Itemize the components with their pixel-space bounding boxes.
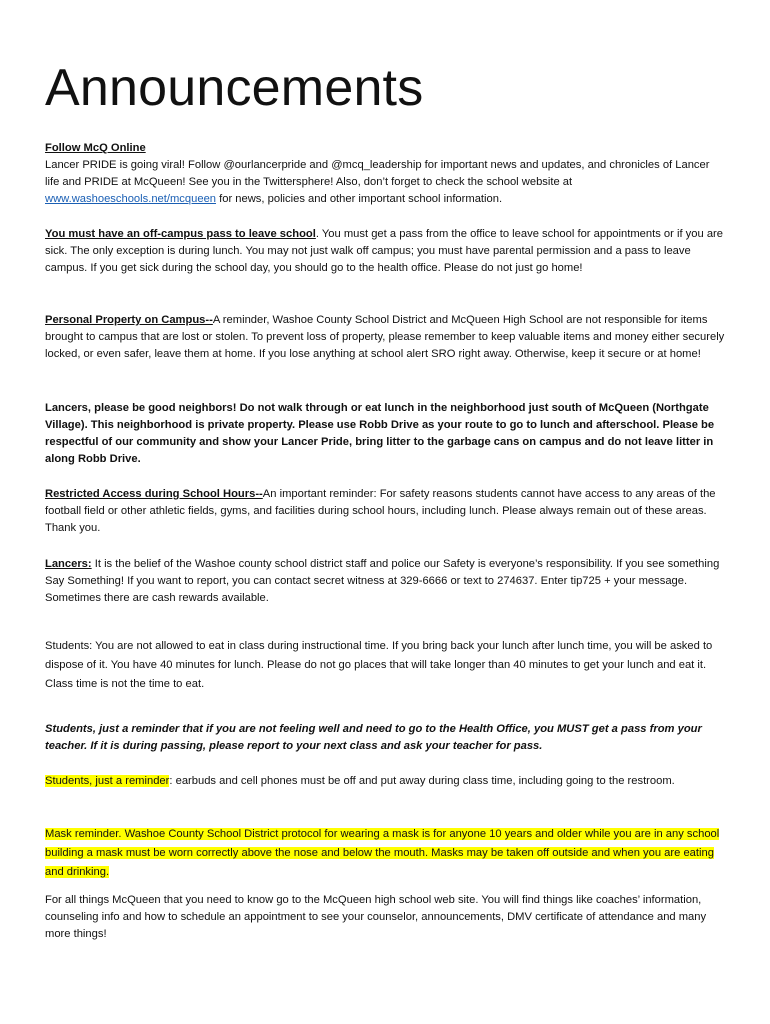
safety-paragraph [45, 556, 725, 607]
personal-property-heading: Personal Property on Campus-- [45, 314, 213, 326]
restricted-access-text: An important reminder: For safety reasons students cannot have access to any areas of the football field or other athletic fields, gyms, and facilities during school hours, including lunch. Please always remain out of these areas. Thank you. [45, 488, 716, 534]
offcampus-pass-text: . You must get a pass from the office to leave school for appointments or if you are sick. The only exception is during lunch. You may not just walk off campus; you must have parental permission and a pass to leave campus. If you get sick during the school day, you should go to the health office. Please do not just go home! [45, 228, 723, 274]
mask-reminder-text: Mask reminder. Washoe County School District protocol for wearing a mask is for anyone 10 years and older while you are in any school building a mask must be worn correctly above the nose and below the mouth. Masks may be taken off outside and when you are eating and drinking. [45, 828, 720, 878]
page-title: Announcements [45, 59, 424, 117]
safety-text: It is the belief of the Washoe county school district staff and police our Safety is everyone’s responsibility. If you see something Say Something! If you want to report, you can contact secret witness at 329-6666 or text to 274637. Enter tip725 + your message. Sometimes there are cash rewards available. [45, 558, 720, 604]
offcampus-pass-heading: You must have an off-campus pass to leave school [45, 228, 316, 240]
safety-heading: Lancers: [45, 558, 92, 570]
follow-online-text: Lancer PRIDE is going viral! Follow @ourlancerpride and @mcq_leadership for important news and updates, and chronicles of Lancer life and PRIDE at McQueen! See you in the Twittersphere! Also, don’t forget to check the school website at [45, 159, 710, 188]
good-neighbors-paragraph: Lancers, please be good neighbors! Do not walk through or eat lunch in the neighborhood just south of McQueen (Northgate Village). This neighborhood is private property. Please use Robb Drive as your route to go to lunch and afterschool. Please be respectful of our community and show your Lancer Pride, bring litter to the garbage cans on campus and do not leave litter in along Robb Drive. [45, 402, 715, 465]
eating-in-class-paragraph: Students: You are not allowed to eat in class during instructional time. If you bring back your lunch after lunch time, you will be asked to dispose of it. You have 40 minutes for lunch. Please do not go places that will take longer than 40 minutes to get your lunch and eat it. Class time is not the time to eat. [45, 640, 713, 690]
personal-property-text: A reminder, Washoe County School District and McQueen High School are not responsible for items brought to campus that are lost or stolen. To prevent loss of property, please remember to keep valuable items and money either securely locked, or even safer, leave them at home. If you lose anything at school alert SRO right away. Otherwise, keep it secure or at home! [45, 314, 725, 360]
phones-paragraph [45, 773, 725, 790]
personal-property-paragraph [45, 312, 725, 363]
restricted-access-paragraph [45, 486, 725, 537]
mask-reminder-paragraph [45, 825, 725, 882]
phones-highlight: Students, just a reminder [45, 775, 170, 787]
all-things-paragraph: For all things McQueen that you need to know go to the McQueen high school web site. You will find things like coaches’ information, counseling info and how to schedule an appointment to see your counselor, announcements, DMV certificate of attendance and many more things! [45, 894, 707, 940]
follow-online-paragraph [45, 140, 725, 208]
follow-online-heading: Follow McQ Online [45, 142, 146, 154]
phones-text: : earbuds and cell phones must be off and put away during class time, including going to the restroom. [169, 775, 675, 787]
offcampus-pass-paragraph [45, 226, 725, 277]
health-office-paragraph: Students, just a reminder that if you are not feeling well and need to go to the Health Office, you MUST get a pass from your teacher. If it is during passing, please report to your next class and ask your teacher for pass. [45, 723, 702, 752]
school-website-link[interactable]: www.washoeschools.net/mcqueen [45, 193, 217, 205]
follow-online-text-end: for news, policies and other important school information. [216, 193, 503, 205]
restricted-access-heading: Restricted Access during School Hours-- [45, 488, 263, 500]
